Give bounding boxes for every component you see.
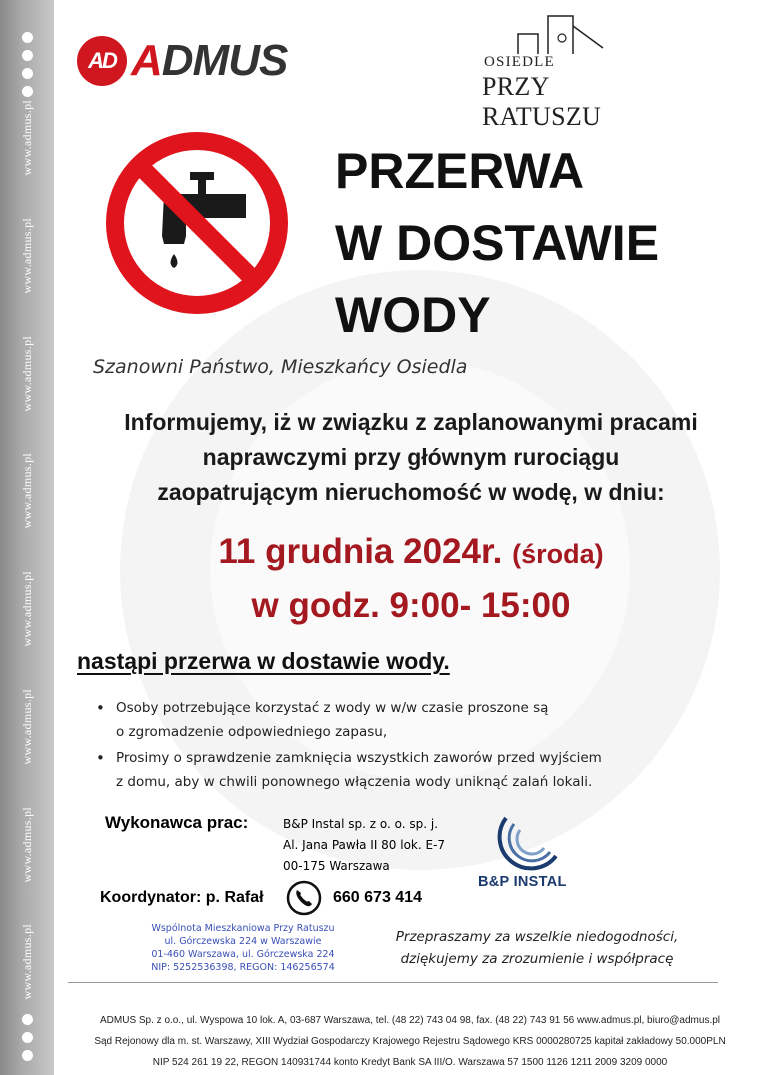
bp-instal-wordmark: B&P INSTAL [478, 874, 567, 890]
przy-ratuszu-label: PRZY RATUSZU [482, 72, 602, 131]
admus-logo [77, 36, 287, 86]
date-weekday: (środa) [512, 539, 604, 569]
list-item: • Prosimy o sprawdzenie zamknięcia wszystkich zaworów przed wyjściem z domu, aby w chwili ponownego włączenia wody uniknąć zalań lokali. [96, 746, 656, 794]
admus-mark: AD [77, 36, 127, 86]
coordinator-label: Koordynator: p. Rafał [100, 889, 264, 906]
osiedle-logo [478, 14, 668, 131]
outage-date [55, 526, 767, 632]
punch-holes-bottom [22, 1014, 34, 1068]
side-url-column [0, 100, 54, 1000]
company-footer: ADMUS Sp. z o.o., ul. Wyspowa 10 lok. A, 03-687 Warszawa, tel. (48 22) 743 04 98, fax. (48 22) 743 91 56 www.admus.pl, biuro@admus.pl Sąd Rejonowy dla m. st. Warszawy, XIII Wydział Gospodarczy Krajowego Rejestru Sądowego KRS 0000280725 kapitał zakładowy 50.000PLN NIP 524 261 19 22, REGON 140931744 konto Kredyt Bank SA III/O. Warszawa 57 1500 1126 1211 2009 3209 0000 [94, 1015, 726, 1068]
title-line: WODY [335, 287, 491, 343]
association-stamp: Wspólnota Mieszkaniowa Przy Ratuszu ul. Górczewska 224 w Warszawie 01-460 Warszawa, ul. Górczewska 224 NIP: 5252536398, REGON: 146256574 [151, 923, 335, 973]
date-line [55, 526, 767, 580]
title-line: PRZERWA [335, 143, 585, 199]
coordinator-phone: 660 673 414 [333, 889, 422, 906]
phone-icon [286, 880, 322, 916]
title-line: W DOSTAWIE [335, 215, 660, 271]
contractor-label: Wykonawca prac: [105, 813, 249, 832]
side-url: www.admus.pl [19, 100, 34, 176]
instructions-list [96, 696, 656, 796]
apology-text: Przepraszamy za wszelkie niedogodności, dziękujemy za zrozumienie i współpracę [395, 929, 679, 967]
side-url: www.admus.pl [19, 924, 34, 1000]
no-water-tap-icon [104, 130, 290, 316]
outage-notice: nastąpi przerwa w dostawie wody. [77, 648, 450, 674]
punch-holes-top [22, 32, 34, 104]
intro-line: Informujemy, iż w związku z zaplanowanymi pracami [124, 409, 698, 435]
date-hours: w godz. 9:00- 15:00 [251, 586, 571, 625]
side-url: www.admus.pl [19, 571, 34, 647]
admus-wordmark: ADMUS [131, 36, 288, 85]
list-item: • Osoby potrzebujące korzystać z wody w w/w czasie proszone są o zgromadzenie odpowiedniego zapasu, [96, 696, 656, 744]
intro-line: zaopatrującym nieruchomość w wodę, w dniu: [157, 479, 665, 505]
intro-paragraph [55, 405, 767, 510]
side-url: www.admus.pl [19, 806, 34, 883]
side-url: www.admus.pl [19, 453, 34, 529]
side-url: www.admus.pl [19, 217, 34, 294]
notice-title [335, 135, 659, 351]
intro-line: naprawczymi przy głównym rurociągu [202, 444, 620, 470]
date-day: 11 grudnia 2024r. [218, 532, 503, 571]
greeting: Szanowni Państwo, Mieszkańcy Osiedla [93, 356, 468, 378]
side-url: www.admus.pl [19, 335, 34, 412]
binder-strip [0, 0, 54, 1075]
osiedle-label: OSIEDLE [484, 54, 555, 70]
footer-divider [68, 982, 718, 983]
side-url: www.admus.pl [19, 688, 34, 765]
contractor-address: B&P Instal sp. z o. o. sp. j. Al. Jana Pawła II 80 lok. E-7 00-175 Warszawa [283, 817, 446, 873]
